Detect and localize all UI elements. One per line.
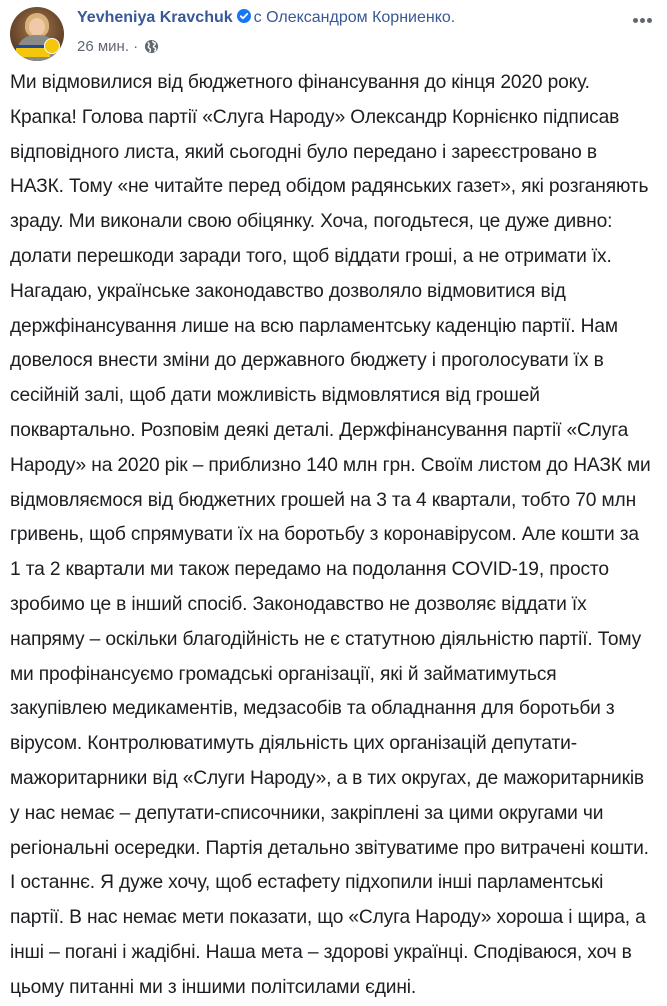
post-text-line: І останнє. Я дуже хочу, щоб естафету підхопили інші парламентські [10,872,604,894]
more-dot-icon [640,18,645,23]
meta-separator: · [133,38,139,55]
post-text-line: інші – погані і жадібні. Наша мета – здорові українці. Сподіваюся, хоч в [10,941,632,963]
post-text-line: ми профінансуємо громадські організації, які й займатимуться [10,663,557,685]
post-header [0,0,667,66]
post-text-line: Нагадаю, українське законодавство дозволяло відмовитися від [10,280,566,302]
avatar-face [29,18,45,36]
post-text-line: 1 та 2 квартали ми також передамо на подолання COVID-19, просто [10,559,609,581]
verified-badge-icon [237,9,251,23]
post-meta [77,38,159,56]
post-text-line: гривень, щоб спрямувати їх на боротьбу з коронавірусом. Але кошти за [10,524,639,546]
tagged-with-link[interactable]: с Олександром Корниенко. [253,9,456,26]
more-options-button[interactable] [633,10,659,24]
post-text-line: партії. В нас немає мети показати, що «Слуга Народу» хороша і щира, а [10,907,646,929]
post-text-line: вірусом. Контролюватимуть діяльність цих організацій депутати- [10,733,577,755]
post-text-line: зробимо це в інший спосіб. Законодавство не дозволяє віддати їх [10,593,587,615]
post-text-line: відповідного листа, який сьогодні було передано і зареєстровано в [10,141,597,163]
post-text-line: Ми відмовилися від бюджетного фінансування до кінця 2020 року. [10,72,590,93]
post-text-line: регіональні осередки. Партія детально звітуватиме про витрачені кошти. [10,837,649,859]
timestamp-link[interactable]: 26 мин. [77,38,129,55]
post-text-line: зраду. Ми виконали свою обіцянку. Хоча, погодьтеся, це дуже дивно: [10,211,613,233]
post-text-line: НАЗК. Тому «не читайте перед обідом радянських газет», які розганяють [10,176,649,198]
post-body [10,66,660,1006]
post-text-line: поквартально. Розповім деякі деталі. Держфінансування партії «Слуга [10,419,629,441]
post-text-line: довелося внести зміни до державного бюджету і проголосувати їх в [10,350,604,372]
post-text-line: відмовляємося від бюджетних грошей на 3 та 4 квартали, тобто 70 млн [10,489,637,511]
post-text-line: сесійній залі, щоб дати можливість відмовлятися від грошей [10,385,540,407]
author-name-link[interactable]: Yevheniya Kravchuk [77,9,233,26]
post-text-line: напряму – оскільки благодійність не є статутною діяльністю партії. Тому [10,628,642,650]
author-avatar[interactable] [10,7,64,61]
author-line [77,8,455,28]
more-dot-icon [647,18,652,23]
avatar-badge [44,38,60,54]
post-text-line: Народу» на 2020 рік – приблизно 140 млн грн. Своїм листом до НАЗК ми [10,454,651,476]
globe-icon[interactable] [144,39,159,54]
more-dot-icon [633,18,638,23]
post-text-line: закупівлею медикаментів, медзасобів та обладнання для боротьби з [10,698,615,720]
post-text-line: Крапка! Голова партії «Слуга Народу» Олександр Корнієнко підписав [10,106,620,128]
post-text-line: цьому питанні ми з іншими політсилами єдині. [10,976,417,998]
post-text-line: долати перешкоди заради того, щоб віддати гроші, а не отримати їх. [10,245,612,267]
post-text-line: мажоритарники від «Слуги Народу», а в тих округах, де мажоритарників [10,767,644,789]
post-text-line: держфінансування лише на всю парламентську каденцію партії. Нам [10,315,618,337]
post-text-line: у нас немає – депутати-списочники, закріплені за цими округами чи [10,802,604,824]
